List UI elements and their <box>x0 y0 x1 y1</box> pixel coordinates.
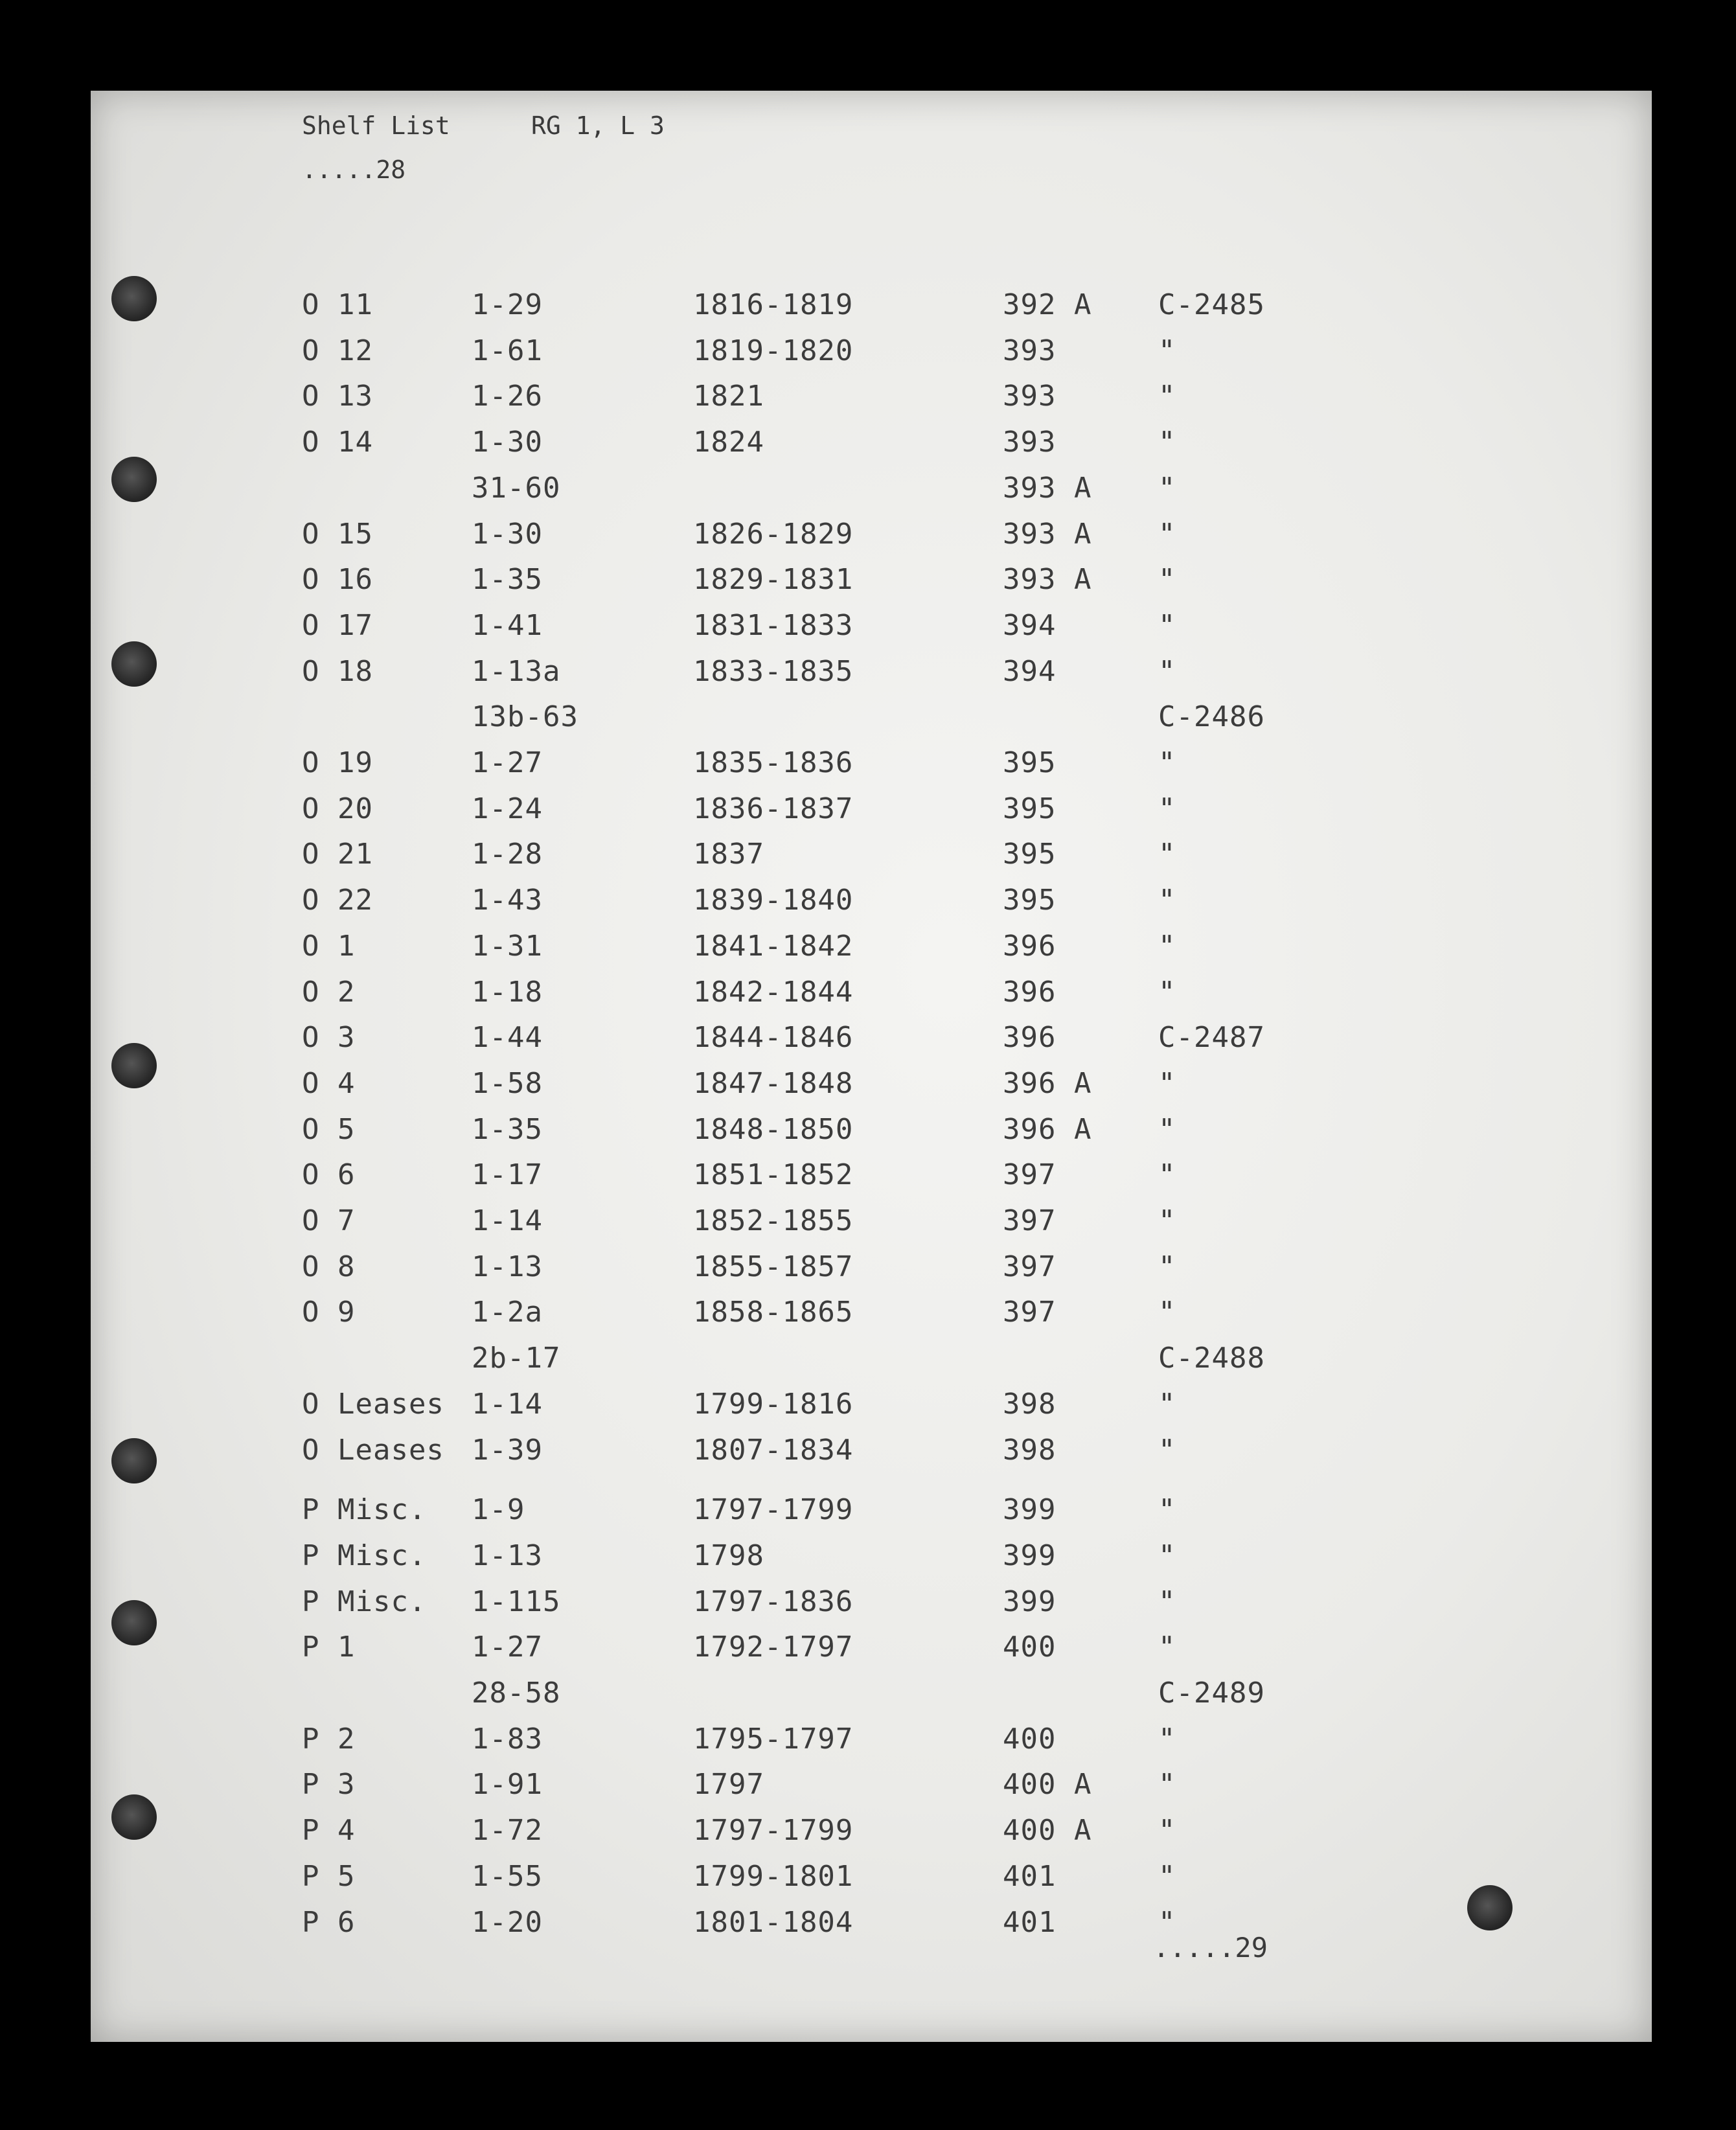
drawer-cell: O 20 <box>302 792 373 825</box>
reel-cell: " <box>1158 426 1176 459</box>
drawer-cell: O 5 <box>302 1112 356 1146</box>
range-cell: 1-14 <box>472 1204 543 1237</box>
years-cell: 1839-1840 <box>693 884 854 917</box>
table-row <box>91 420 1652 465</box>
reel-cell: " <box>1158 1722 1176 1756</box>
reel-cell: C-2489 <box>1158 1677 1265 1710</box>
range-cell: 1-14 <box>472 1387 543 1421</box>
drawer-cell: O 1 <box>302 929 356 963</box>
table-row <box>91 557 1652 602</box>
reel-cell: " <box>1158 608 1176 642</box>
table-row <box>91 1336 1652 1381</box>
range-cell: 1-83 <box>472 1722 543 1756</box>
years-cell: 1855-1857 <box>693 1250 854 1283</box>
reel-cell: " <box>1158 1112 1176 1146</box>
years-cell: 1799-1801 <box>693 1859 854 1893</box>
years-cell: 1833-1835 <box>693 654 854 688</box>
drawer-cell: O 6 <box>302 1158 356 1192</box>
range-cell: 1-44 <box>472 1021 543 1055</box>
box-cell: 396 <box>1003 975 1056 1009</box>
range-cell: 1-30 <box>472 517 543 551</box>
reel-cell: " <box>1158 746 1176 779</box>
drawer-cell: O 18 <box>302 654 373 688</box>
box-cell: 399 <box>1003 1493 1056 1527</box>
range-cell: 1-39 <box>472 1433 543 1467</box>
box-cell: 394 <box>1003 608 1056 642</box>
table-row <box>91 1900 1652 1945</box>
range-cell: 1-13 <box>472 1250 543 1283</box>
years-cell: 1807-1834 <box>693 1433 854 1467</box>
range-cell: 1-26 <box>472 380 543 413</box>
years-cell: 1829-1831 <box>693 563 854 597</box>
drawer-cell: O 11 <box>302 288 373 321</box>
drawer-cell: O 19 <box>302 746 373 779</box>
reel-cell: " <box>1158 1387 1176 1421</box>
reel-cell: " <box>1158 884 1176 917</box>
range-cell: 1-35 <box>472 563 543 597</box>
drawer-cell: O 14 <box>302 426 373 459</box>
drawer-cell: P 1 <box>302 1631 356 1664</box>
box-cell: 396 A <box>1003 1112 1092 1146</box>
years-cell: 1799-1816 <box>693 1387 854 1421</box>
range-cell: 1-2a <box>472 1296 543 1329</box>
drawer-cell: O 22 <box>302 884 373 917</box>
reel-cell: " <box>1158 1859 1176 1893</box>
years-cell: 1797 <box>693 1768 764 1802</box>
table-row <box>91 1762 1652 1807</box>
years-cell: 1835-1836 <box>693 746 854 779</box>
table-row <box>91 1428 1652 1473</box>
reel-cell: " <box>1158 380 1176 413</box>
box-cell: 393 A <box>1003 471 1092 505</box>
years-cell: 1792-1797 <box>693 1631 854 1664</box>
box-cell: 395 <box>1003 746 1056 779</box>
range-cell: 1-58 <box>472 1066 543 1100</box>
years-cell: 1831-1833 <box>693 608 854 642</box>
box-cell: 396 A <box>1003 1066 1092 1100</box>
drawer-cell: P 4 <box>302 1814 356 1848</box>
table-row <box>91 1382 1652 1427</box>
reel-cell: C-2487 <box>1158 1021 1265 1055</box>
drawer-cell: O 17 <box>302 608 373 642</box>
reel-cell: " <box>1158 654 1176 688</box>
reel-cell: " <box>1158 1905 1176 1939</box>
range-cell: 1-35 <box>472 1112 543 1146</box>
table-row <box>91 512 1652 557</box>
table-row <box>91 1487 1652 1533</box>
table-row <box>91 1533 1652 1579</box>
range-cell: 1-41 <box>472 608 543 642</box>
box-cell: 392 A <box>1003 288 1092 321</box>
reel-cell: C-2486 <box>1158 700 1265 734</box>
box-cell: 398 <box>1003 1387 1056 1421</box>
range-cell: 28-58 <box>472 1677 561 1710</box>
table-row <box>91 786 1652 832</box>
table-row <box>91 374 1652 419</box>
years-cell: 1836-1837 <box>693 792 854 825</box>
drawer-cell: O 13 <box>302 380 373 413</box>
range-cell: 1-28 <box>472 838 543 871</box>
range-cell: 1-43 <box>472 884 543 917</box>
table-row <box>91 740 1652 786</box>
reel-cell: " <box>1158 1493 1176 1527</box>
table-row <box>91 466 1652 511</box>
table-row <box>91 1671 1652 1716</box>
box-cell: 397 <box>1003 1296 1056 1329</box>
years-cell: 1841-1842 <box>693 929 854 963</box>
reel-cell: " <box>1158 1158 1176 1192</box>
table-row <box>91 282 1652 328</box>
years-cell: 1851-1852 <box>693 1158 854 1192</box>
table-row <box>91 1152 1652 1198</box>
range-cell: 13b-63 <box>472 700 578 734</box>
years-cell: 1797-1836 <box>693 1585 854 1618</box>
box-cell: 398 <box>1003 1433 1056 1467</box>
drawer-cell: O Leases <box>302 1387 444 1421</box>
reel-cell: " <box>1158 334 1176 367</box>
years-cell: 1842-1844 <box>693 975 854 1009</box>
range-cell: 1-27 <box>472 1631 543 1664</box>
box-cell: 399 <box>1003 1539 1056 1572</box>
years-cell: 1858-1865 <box>693 1296 854 1329</box>
continuation-marker: .....29 <box>1153 1932 1268 1964</box>
drawer-cell: P 5 <box>302 1859 356 1893</box>
table-row <box>91 1015 1652 1060</box>
reel-cell: C-2488 <box>1158 1342 1265 1375</box>
range-cell: 1-30 <box>472 426 543 459</box>
table-row <box>91 603 1652 648</box>
drawer-cell: P 2 <box>302 1722 356 1756</box>
drawer-cell: O 9 <box>302 1296 356 1329</box>
years-cell: 1797-1799 <box>693 1493 854 1527</box>
drawer-cell: O 8 <box>302 1250 356 1283</box>
table-row <box>91 1061 1652 1106</box>
reel-cell: " <box>1158 1631 1176 1664</box>
shelf-list-title: Shelf List <box>302 111 450 140</box>
years-cell: 1816-1819 <box>693 288 854 321</box>
table-row <box>91 1717 1652 1762</box>
range-cell: 1-27 <box>472 746 543 779</box>
box-cell: 393 A <box>1003 563 1092 597</box>
table-row <box>91 1625 1652 1670</box>
reel-cell: " <box>1158 975 1176 1009</box>
box-cell: 393 <box>1003 426 1056 459</box>
box-cell: 396 <box>1003 929 1056 963</box>
reel-cell: " <box>1158 1296 1176 1329</box>
range-cell: 1-24 <box>472 792 543 825</box>
table-row <box>91 649 1652 694</box>
box-cell: 393 A <box>1003 517 1092 551</box>
reel-cell: " <box>1158 1433 1176 1467</box>
range-cell: 31-60 <box>472 471 561 505</box>
range-cell: 1-91 <box>472 1768 543 1802</box>
drawer-cell: P Misc. <box>302 1585 427 1618</box>
years-cell: 1847-1848 <box>693 1066 854 1100</box>
reel-cell: " <box>1158 929 1176 963</box>
table-row <box>91 1107 1652 1152</box>
years-cell: 1826-1829 <box>693 517 854 551</box>
box-cell: 396 <box>1003 1021 1056 1055</box>
range-cell: 1-29 <box>472 288 543 321</box>
years-cell: 1848-1850 <box>693 1112 854 1146</box>
box-cell: 399 <box>1003 1585 1056 1618</box>
drawer-cell: O 7 <box>302 1204 356 1237</box>
box-cell: 395 <box>1003 884 1056 917</box>
range-cell: 1-115 <box>472 1585 561 1618</box>
box-cell: 395 <box>1003 792 1056 825</box>
range-cell: 1-13 <box>472 1539 543 1572</box>
range-cell: 1-9 <box>472 1493 525 1527</box>
box-cell: 393 <box>1003 380 1056 413</box>
box-cell: 400 A <box>1003 1814 1092 1848</box>
range-cell: 1-18 <box>472 975 543 1009</box>
years-cell: 1852-1855 <box>693 1204 854 1237</box>
range-cell: 1-31 <box>472 929 543 963</box>
reel-cell: " <box>1158 1539 1176 1572</box>
drawer-cell: P 6 <box>302 1905 356 1939</box>
reel-cell: " <box>1158 838 1176 871</box>
drawer-cell: O 21 <box>302 838 373 871</box>
reel-cell: " <box>1158 1814 1176 1848</box>
box-cell: 394 <box>1003 654 1056 688</box>
drawer-cell: O 16 <box>302 563 373 597</box>
years-cell: 1819-1820 <box>693 334 854 367</box>
box-cell: 397 <box>1003 1250 1056 1283</box>
drawer-cell: O 2 <box>302 975 356 1009</box>
range-cell: 2b-17 <box>472 1342 561 1375</box>
box-cell: 400 <box>1003 1722 1056 1756</box>
drawer-cell: P Misc. <box>302 1493 427 1527</box>
reel-cell: " <box>1158 1768 1176 1802</box>
years-cell: 1795-1797 <box>693 1722 854 1756</box>
range-cell: 1-13a <box>472 654 561 688</box>
drawer-cell: O 15 <box>302 517 373 551</box>
drawer-cell: O 3 <box>302 1021 356 1055</box>
table-row <box>91 1244 1652 1290</box>
reel-cell: " <box>1158 1204 1176 1237</box>
page-marker: .....28 <box>302 155 406 184</box>
table-row <box>91 970 1652 1015</box>
range-cell: 1-20 <box>472 1905 543 1939</box>
range-cell: 1-17 <box>472 1158 543 1192</box>
box-cell: 401 <box>1003 1859 1056 1893</box>
reel-cell: " <box>1158 563 1176 597</box>
table-row <box>91 694 1652 740</box>
drawer-cell: P 3 <box>302 1768 356 1802</box>
document-page <box>91 91 1652 2042</box>
table-row <box>91 924 1652 969</box>
years-cell: 1798 <box>693 1539 764 1572</box>
drawer-cell: O 4 <box>302 1066 356 1100</box>
table-row <box>91 328 1652 374</box>
box-cell: 395 <box>1003 838 1056 871</box>
reel-cell: C-2485 <box>1158 288 1265 321</box>
reel-cell: " <box>1158 792 1176 825</box>
years-cell: 1837 <box>693 838 764 871</box>
drawer-cell: O Leases <box>302 1433 444 1467</box>
reel-cell: " <box>1158 1250 1176 1283</box>
range-cell: 1-55 <box>472 1859 543 1893</box>
table-row <box>91 878 1652 923</box>
table-row <box>91 1290 1652 1335</box>
table-row <box>91 1198 1652 1244</box>
table-row <box>91 1808 1652 1853</box>
years-cell: 1797-1799 <box>693 1814 854 1848</box>
table-row <box>91 1579 1652 1625</box>
box-cell: 400 <box>1003 1631 1056 1664</box>
years-cell: 1844-1846 <box>693 1021 854 1055</box>
box-cell: 397 <box>1003 1204 1056 1237</box>
box-cell: 401 <box>1003 1905 1056 1939</box>
record-group-label: RG 1, L 3 <box>531 111 665 140</box>
range-cell: 1-61 <box>472 334 543 367</box>
years-cell: 1801-1804 <box>693 1905 854 1939</box>
reel-cell: " <box>1158 1585 1176 1618</box>
years-cell: 1821 <box>693 380 764 413</box>
table-row <box>91 832 1652 877</box>
drawer-cell: P Misc. <box>302 1539 427 1572</box>
years-cell: 1824 <box>693 426 764 459</box>
reel-cell: " <box>1158 471 1176 505</box>
reel-cell: " <box>1158 517 1176 551</box>
box-cell: 393 <box>1003 334 1056 367</box>
box-cell: 397 <box>1003 1158 1056 1192</box>
reel-cell: " <box>1158 1066 1176 1100</box>
table-row <box>91 1854 1652 1899</box>
range-cell: 1-72 <box>472 1814 543 1848</box>
box-cell: 400 A <box>1003 1768 1092 1802</box>
drawer-cell: O 12 <box>302 334 373 367</box>
